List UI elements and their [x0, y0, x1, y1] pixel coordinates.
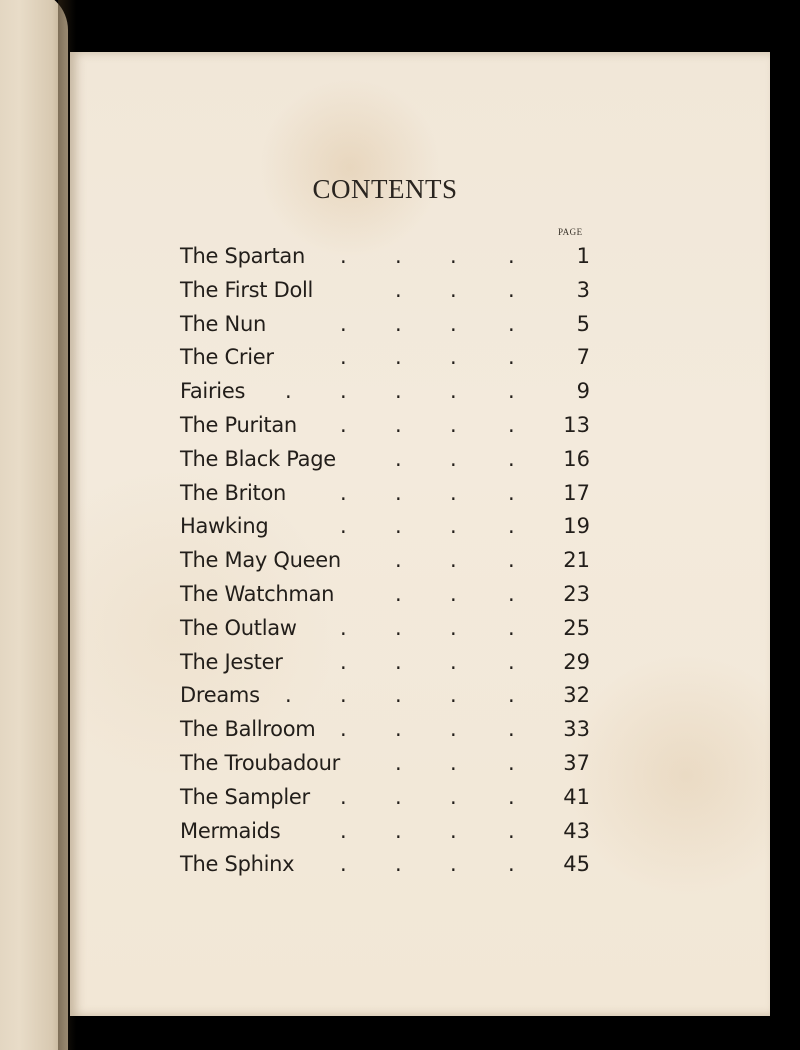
toc-entry-page-number: 43 — [563, 818, 590, 843]
leader-dot: . — [285, 379, 292, 404]
dot-leader — [180, 240, 515, 274]
contents-page — [70, 52, 770, 1016]
leader-dot: . — [450, 717, 457, 742]
toc-entry-title: The Sphinx — [180, 852, 295, 877]
leader-dot: . — [450, 446, 457, 471]
toc-entry — [180, 240, 590, 274]
toc-entry — [180, 747, 590, 781]
leader-dot: . — [450, 244, 457, 268]
toc-entry-title: Mermaids — [180, 818, 281, 843]
leader-dot: . — [450, 649, 457, 674]
leader-dot: . — [508, 277, 515, 302]
leader-dot: . — [340, 649, 347, 674]
toc-entry-page-number: 41 — [563, 784, 590, 809]
leader-dot: . — [508, 683, 515, 708]
leader-dot: . — [450, 277, 457, 302]
toc-entry-page-number: 37 — [563, 750, 590, 775]
toc-entry — [180, 375, 590, 409]
toc-entry-page-number: 21 — [563, 548, 590, 573]
leader-dot: . — [508, 750, 515, 775]
dot-leader — [180, 781, 515, 815]
leader-dot: . — [508, 244, 515, 268]
toc-entry — [180, 510, 590, 544]
toc-entry — [180, 848, 590, 882]
leader-dot: . — [450, 514, 457, 539]
leader-dot: . — [508, 717, 515, 742]
leader-dot: . — [395, 345, 402, 370]
toc-entry — [180, 443, 590, 477]
leader-dot: . — [395, 852, 402, 877]
leader-dot: . — [395, 548, 402, 573]
toc-entry-title: The Spartan — [180, 244, 306, 268]
leader-dot: . — [508, 818, 515, 843]
dot-leader — [180, 747, 515, 781]
toc-entry — [180, 274, 590, 308]
leader-dot: . — [340, 379, 347, 404]
leader-dot: . — [395, 649, 402, 674]
dot-leader — [180, 713, 515, 747]
dot-leader — [180, 679, 515, 713]
toc-entry-page-number: 13 — [563, 412, 590, 437]
leader-dot: . — [450, 852, 457, 877]
toc-entry-page-number: 29 — [563, 649, 590, 674]
leader-dot: . — [285, 683, 292, 708]
toc-entry — [180, 308, 590, 342]
dot-leader — [180, 612, 515, 646]
leader-dot: . — [395, 615, 402, 640]
toc-entry — [180, 477, 590, 511]
leader-dot: . — [340, 311, 347, 336]
leader-dot: . — [450, 581, 457, 606]
leader-dot: . — [508, 412, 515, 437]
leader-dot: . — [395, 784, 402, 809]
toc-entry-page-number: 5 — [576, 311, 590, 336]
leader-dot: . — [450, 615, 457, 640]
leader-dot: . — [450, 548, 457, 573]
toc-entry-page-number: 33 — [563, 717, 590, 742]
toc-entry-title: Hawking — [180, 514, 269, 539]
toc-entry-title: The Crier — [180, 345, 274, 370]
leader-dot: . — [508, 379, 515, 404]
leader-dot: . — [508, 581, 515, 606]
leader-dot: . — [340, 244, 347, 268]
leader-dot: . — [340, 818, 347, 843]
toc-entry-page-number: 32 — [563, 683, 590, 708]
toc-entry — [180, 781, 590, 815]
leader-dot: . — [450, 683, 457, 708]
leader-dot: . — [395, 277, 402, 302]
leader-dot: . — [395, 244, 402, 268]
toc-entry-page-number: 7 — [576, 345, 590, 370]
leader-dot: . — [450, 379, 457, 404]
toc-entry-page-number: 25 — [563, 615, 590, 640]
toc-entry-title: The Black Page — [180, 446, 336, 471]
dot-leader — [180, 578, 515, 612]
leader-dot: . — [450, 311, 457, 336]
leader-dot: . — [450, 750, 457, 775]
leader-dot: . — [395, 311, 402, 336]
leader-dot: . — [395, 717, 402, 742]
toc-entry — [180, 341, 590, 375]
dot-leader — [180, 409, 515, 443]
toc-entry-page-number: 17 — [563, 480, 590, 505]
leader-dot: . — [395, 379, 402, 404]
toc-entry — [180, 646, 590, 680]
toc-entry-title: Dreams — [180, 683, 260, 708]
leader-dot: . — [508, 446, 515, 471]
toc-entry-title: The Jester — [180, 649, 283, 674]
dot-leader — [180, 646, 515, 680]
leader-dot: . — [395, 480, 402, 505]
toc-entry — [180, 544, 590, 578]
leader-dot: . — [508, 345, 515, 370]
dot-leader — [180, 443, 515, 477]
dot-leader — [180, 477, 515, 511]
toc-entry-title: The Ballroom — [180, 717, 316, 742]
leader-dot: . — [395, 514, 402, 539]
toc-entry-title: The Nun — [180, 311, 266, 336]
toc-entry — [180, 612, 590, 646]
dot-leader — [180, 308, 515, 342]
toc-entry-page-number: 23 — [563, 581, 590, 606]
dot-leader — [180, 375, 515, 409]
toc-entry-title: The Outlaw — [180, 615, 297, 640]
toc-entry-page-number: 9 — [576, 379, 590, 404]
toc-entry-title: The May Queen — [180, 548, 341, 573]
leader-dot: . — [450, 412, 457, 437]
toc-entry-title: The Troubadour — [180, 750, 340, 775]
page-column-label: PAGE — [558, 227, 583, 237]
leader-dot: . — [395, 581, 402, 606]
leader-dot: . — [340, 412, 347, 437]
leader-dot: . — [508, 548, 515, 573]
toc-entry-title: The Puritan — [180, 412, 297, 437]
toc-entry-page-number: 3 — [576, 277, 590, 302]
toc-entry — [180, 578, 590, 612]
leader-dot: . — [395, 750, 402, 775]
toc-entry — [180, 815, 590, 849]
leader-dot: . — [340, 345, 347, 370]
toc-entry — [180, 679, 590, 713]
toc-entry-title: The Briton — [180, 480, 286, 505]
leader-dot: . — [340, 514, 347, 539]
dot-leader — [180, 510, 515, 544]
toc-entry-page-number: 1 — [576, 244, 590, 268]
toc-entry-page-number: 16 — [563, 446, 590, 471]
leader-dot: . — [395, 818, 402, 843]
toc-entry-title: The First Doll — [180, 277, 314, 302]
leader-dot: . — [395, 683, 402, 708]
leader-dot: . — [508, 514, 515, 539]
leader-dot: . — [450, 818, 457, 843]
leader-dot: . — [395, 412, 402, 437]
page-title: CONTENTS — [312, 174, 458, 204]
leader-dot: . — [508, 615, 515, 640]
leader-dot: . — [450, 345, 457, 370]
leader-dot: . — [450, 480, 457, 505]
toc-entry-page-number: 19 — [563, 514, 590, 539]
leader-dot: . — [508, 649, 515, 674]
toc-entry-title: The Watchman — [180, 581, 335, 606]
dot-leader — [180, 815, 515, 849]
dot-leader — [180, 848, 515, 882]
toc-entry-title: The Sampler — [180, 784, 310, 809]
leader-dot: . — [508, 852, 515, 877]
leader-dot: . — [508, 784, 515, 809]
toc-entry — [180, 713, 590, 747]
toc-entry — [180, 409, 590, 443]
leader-dot: . — [340, 683, 347, 708]
leader-dot: . — [340, 480, 347, 505]
leader-dot: . — [508, 480, 515, 505]
leader-dot: . — [340, 717, 347, 742]
table-of-contents — [180, 240, 590, 882]
leader-dot: . — [508, 311, 515, 336]
dot-leader — [180, 274, 515, 308]
toc-entry-title: Fairies — [180, 379, 246, 404]
leader-dot: . — [450, 784, 457, 809]
leader-dot: . — [395, 446, 402, 471]
leader-dot: . — [340, 784, 347, 809]
dot-leader — [180, 341, 515, 375]
leader-dot: . — [340, 615, 347, 640]
dot-leader — [180, 544, 515, 578]
leader-dot: . — [340, 852, 347, 877]
toc-entry-page-number: 45 — [563, 852, 590, 877]
